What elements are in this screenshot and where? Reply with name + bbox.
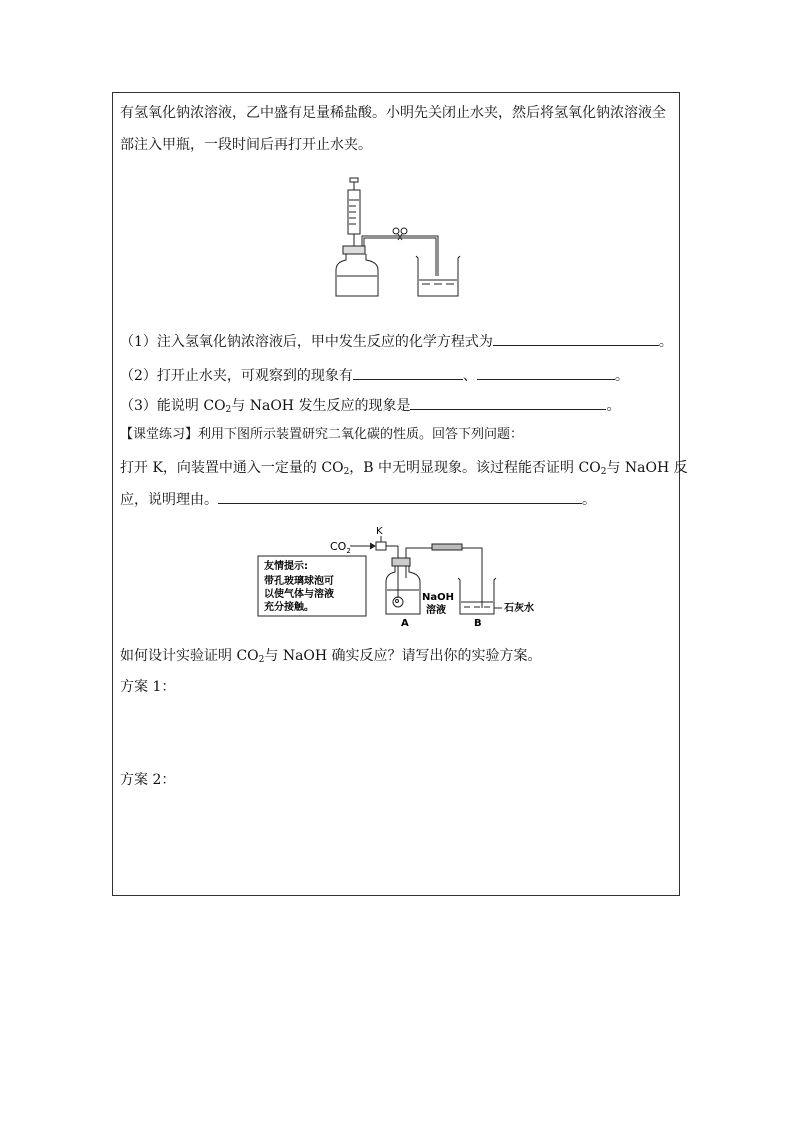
intro-line-1: 有氢氧化钠浓溶液，乙中盛有足量稀盐酸。小明先关闭止水夹，然后将氢氧化钠浓溶液全 [120,105,666,121]
answer-blank-1[interactable] [493,331,659,346]
hint-title: 友情提示: [264,561,308,572]
design-sub: 2 [258,655,265,665]
question-3-post: 与 NaOH 发生反应的现象是 [231,398,411,414]
answer-blank-3[interactable] [410,395,606,410]
practice-line-1-mid: ，B 中无明显现象。该过程能否证明 CO [349,460,601,476]
co2-label: $CO_2$ [330,540,351,555]
practice-line-2-end: 。 [582,492,596,508]
question-2 [120,365,629,386]
plan-2-label: 方案 2： [120,772,176,788]
question-1-text: （1）注入氢氧化钠浓溶液后，甲中发生反应的化学方程式为 [120,334,493,350]
apparatus-figure-1 [330,176,465,302]
practice-text: 利用下图所示装置研究二氧化碳的性质。回答下列问题： [198,427,524,442]
design-question [120,646,542,670]
question-3 [120,395,620,420]
naoh-label: NaOH [422,592,454,603]
practice-line-1 [120,458,688,482]
intro-line-2: 部注入甲瓶，一段时间后再打开止水夹。 [120,137,372,153]
practice-sub-1: 2 [343,467,350,477]
solution-label: 溶液 [426,605,446,616]
valve-k-label: K [376,526,383,537]
apparatus-figure-2 [254,524,544,628]
practice-line-2 [120,489,596,510]
question-2-end: 。 [614,368,629,384]
hint-line-3: 充分接触。 [264,602,314,613]
question-2-text: （2）打开止水夹，可观察到的现象有 [120,368,353,384]
question-1 [120,331,673,352]
practice-sub-2: 2 [600,467,607,477]
design-post: 与 NaOH 确实反应？请写出你的实验方案。 [264,648,542,664]
limewater-label: 石灰水 [504,603,534,614]
question-2-separator: 、 [462,368,477,384]
design-pre: 如何设计实验证明 CO [120,648,259,664]
hint-line-2: 以使气体与溶液 [264,589,334,600]
practice-line-1-pre: 打开 K，向装置中通入一定量的 CO [120,460,344,476]
question-3-end: 。 [606,398,621,414]
question-3-pre: （3）能说明 CO [120,398,226,414]
answer-blank-2b[interactable] [477,365,615,380]
plan-1-label: 方案 1： [120,679,176,695]
practice-line-1-post: 与 NaOH 反 [606,460,688,476]
answer-blank-2a[interactable] [353,365,463,380]
label-b: B [474,618,482,628]
practice-label: 【课堂练习】 [120,427,199,442]
practice-line-2-text: 应，说明理由。 [120,492,218,508]
question-1-end: 。 [658,334,673,350]
answer-blank-reason[interactable] [218,489,582,504]
question-3-sub: 2 [225,405,232,415]
hint-line-1: 带孔玻璃球泡可 [264,576,334,587]
label-a: A [401,618,409,628]
practice-heading [120,425,523,445]
